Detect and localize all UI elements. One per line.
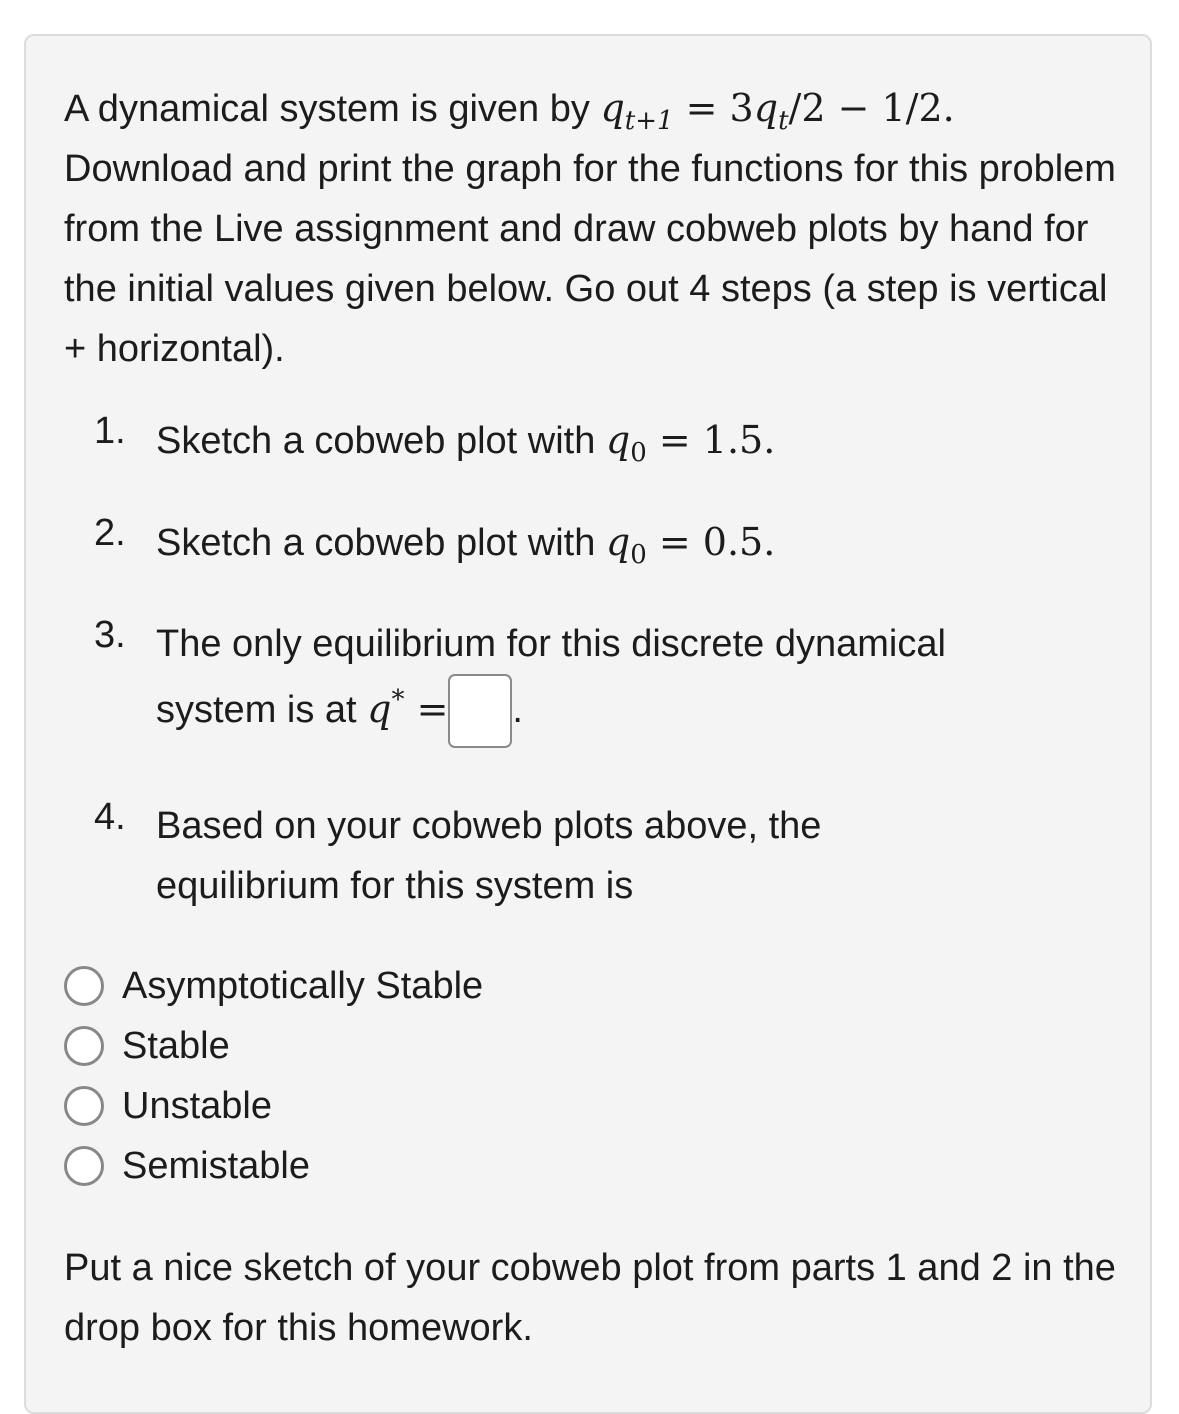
option-label: Unstable bbox=[122, 1084, 272, 1127]
radio-button[interactable] bbox=[64, 966, 104, 1006]
option-stable[interactable] bbox=[64, 1016, 483, 1076]
eq-rhs-post: /2 − 1/2. bbox=[788, 86, 955, 130]
eq-lhs-var: q bbox=[600, 86, 625, 130]
part-number: 4. bbox=[94, 796, 126, 838]
recurrence-equation bbox=[600, 86, 955, 136]
radio-button[interactable] bbox=[64, 1086, 104, 1126]
part-2-value: = 0.5. bbox=[646, 520, 776, 564]
problem-statement bbox=[64, 78, 1134, 379]
part-3-text-line2: system is at bbox=[156, 689, 368, 731]
part-1-text: Sketch a cobweb plot with bbox=[156, 420, 606, 462]
stability-options bbox=[64, 956, 483, 1196]
part-2-sub: 0 bbox=[630, 540, 647, 570]
equilibrium-answer-input[interactable] bbox=[448, 674, 512, 748]
part-text bbox=[156, 614, 1076, 748]
question-card bbox=[24, 34, 1152, 1414]
part-1-value: = 1.5. bbox=[646, 418, 776, 462]
instructions-text: Download and print the graph for the functions for this problem from the Live assignment and draw cobweb plots by hand for the initial values given below. Go out 4 steps (a step is vertical + horizontal). bbox=[64, 148, 1116, 370]
radio-button[interactable] bbox=[64, 1026, 104, 1066]
initial-value-expr bbox=[605, 520, 776, 570]
part-3-var: q bbox=[367, 687, 392, 731]
eq-lhs-sub: t+1 bbox=[624, 106, 674, 136]
option-semistable[interactable] bbox=[64, 1136, 483, 1196]
footer-note: Put a nice sketch of your cobweb plot from parts 1 and 2 in the drop box for this homework. bbox=[64, 1247, 1116, 1349]
part-text bbox=[156, 410, 1076, 471]
part-3-text-line1: The only equilibrium for this discrete dynamical bbox=[156, 623, 946, 665]
option-asymptotically-stable[interactable] bbox=[64, 956, 483, 1016]
part-number: 1. bbox=[94, 410, 126, 452]
equilibrium-expr bbox=[367, 687, 448, 731]
part-2-var: q bbox=[605, 520, 631, 564]
part-number: 2. bbox=[94, 512, 126, 554]
initial-value-expr bbox=[605, 418, 776, 468]
part-3-eq: = bbox=[404, 687, 449, 731]
eq-rhs-var: q bbox=[753, 86, 779, 130]
eq-rhs-pre: = 3 bbox=[673, 86, 754, 130]
option-label: Asymptotically Stable bbox=[122, 964, 484, 1007]
intro-text: A dynamical system is given by bbox=[64, 88, 601, 130]
part-2-text: Sketch a cobweb plot with bbox=[156, 522, 606, 564]
eq-rhs-sub: t bbox=[778, 106, 789, 136]
radio-button[interactable] bbox=[64, 1146, 104, 1186]
part-3-sup: * bbox=[391, 685, 405, 715]
option-unstable[interactable] bbox=[64, 1076, 483, 1136]
part-3-end: . bbox=[512, 689, 523, 731]
part-1-sub: 0 bbox=[630, 438, 647, 468]
option-label: Semistable bbox=[122, 1144, 310, 1187]
part-1-var: q bbox=[605, 418, 631, 462]
option-label: Stable bbox=[122, 1024, 230, 1067]
part-text: Based on your cobweb plots above, the equilibrium for this system is bbox=[156, 805, 822, 907]
part-text bbox=[156, 512, 1076, 573]
part-number: 3. bbox=[94, 614, 126, 656]
